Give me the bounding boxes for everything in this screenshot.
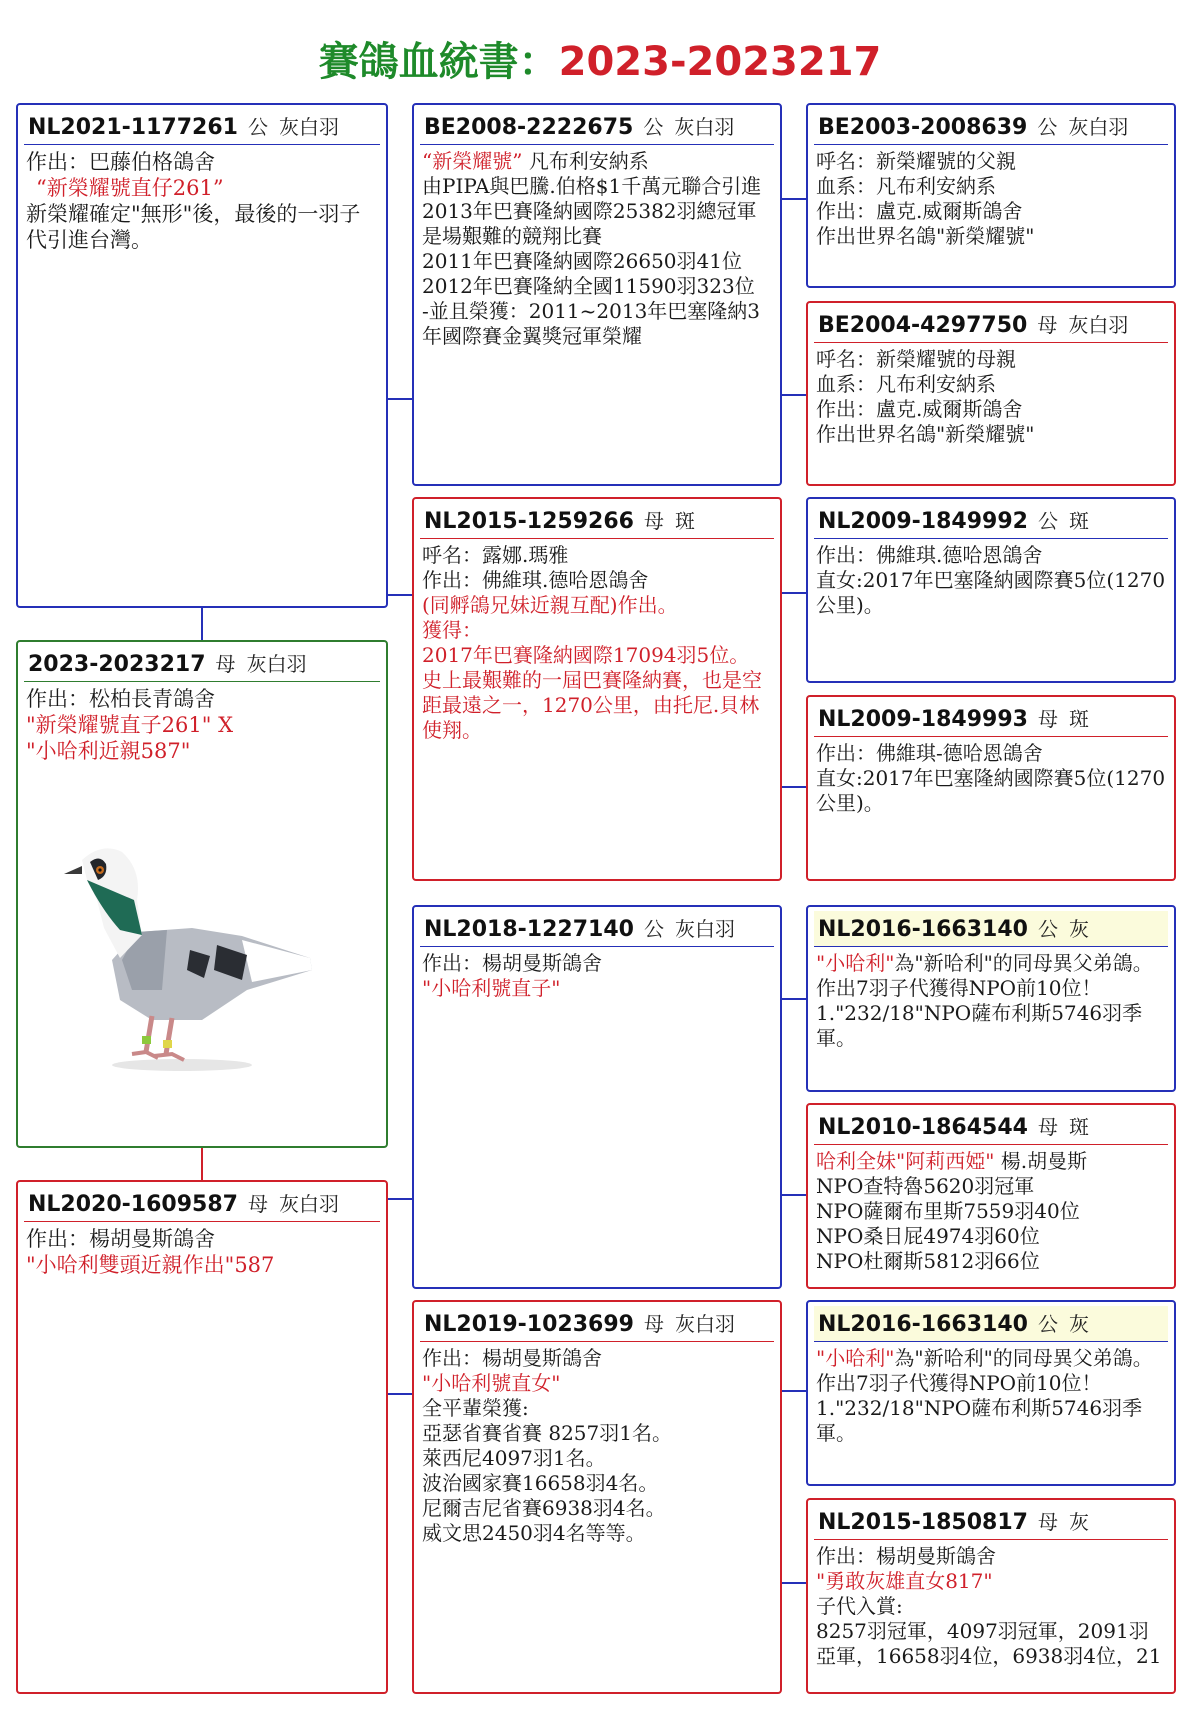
detail-line: "勇敢灰雄直女817" (816, 1569, 993, 1593)
detail-line: 作出世界名鴿"新榮耀號" (816, 224, 1035, 248)
connector (201, 1146, 203, 1180)
ddd-card (806, 1498, 1176, 1694)
feather-color: 灰白羽 (674, 115, 735, 139)
detail-line: 新榮耀確定"無形"後，最後的一羽子代引進台灣。 (26, 202, 361, 252)
ring-number: NL2016-1663140 (818, 917, 1028, 942)
sex: 公 (1037, 1312, 1058, 1336)
card-body (808, 539, 1174, 618)
detail-line: 作出：佛維琪.德哈恩鴿舍 (422, 568, 649, 592)
card-header (814, 911, 1168, 947)
detail-line: 作出：楊胡曼斯鴿舍 (422, 951, 602, 975)
detail-line: 作出：楊胡曼斯鴿舍 (422, 1346, 602, 1370)
highlight-text: "小哈利" (816, 1346, 895, 1370)
detail-line: 尼爾吉尼省賽6938羽4名。 (422, 1496, 666, 1520)
feather-color: 灰白羽 (279, 115, 340, 139)
card-header (814, 307, 1168, 343)
detail-line: 威文思2450羽4名等等。 (422, 1521, 646, 1545)
feather-color: 灰白羽 (246, 652, 307, 676)
card-body (414, 1342, 780, 1546)
card-header (814, 109, 1168, 145)
detail-line: "新榮耀號直子261" X (26, 713, 234, 737)
card-header (420, 109, 774, 145)
dam-sire-card (412, 905, 782, 1289)
sdd-card (806, 695, 1176, 881)
connector (780, 394, 806, 396)
card-header (814, 701, 1168, 737)
detail-line: 作出：盧克.威爾斯鴿舍 (816, 397, 1023, 421)
card-body (414, 947, 780, 1001)
detail-text: 凡布利安納系 (528, 149, 649, 173)
sex: 母 (215, 652, 236, 676)
detail-line: 子代入賞: (816, 1594, 903, 1618)
detail-text: 楊.胡曼斯 (1000, 1149, 1088, 1173)
detail-line: 獲得： (422, 618, 482, 642)
card-header (24, 1186, 380, 1222)
detail-line (816, 1149, 1166, 1174)
ring-number: NL2015-1850817 (818, 1510, 1028, 1535)
connector (780, 786, 806, 788)
connector (780, 198, 806, 200)
sex: 母 (1037, 1510, 1058, 1534)
detail-line: “新榮耀號直仔261” (36, 176, 224, 200)
detail-line: 作出：松柏長青鴿舍 (26, 687, 215, 711)
ring-number: NL2015-1259266 (424, 509, 634, 534)
sex: 母 (643, 1312, 664, 1336)
sex: 公 (1037, 509, 1058, 533)
card-body (18, 1222, 386, 1278)
detail-line: 2011年巴賽隆納國際26650羽41位 (422, 249, 742, 273)
pigeon-photo (42, 840, 332, 1090)
sex: 母 (1037, 707, 1058, 731)
dss-card (806, 905, 1176, 1092)
feather-color: 灰白羽 (279, 1192, 340, 1216)
detail-line: 亞瑟省賽省賽 8257羽1名。 (422, 1421, 672, 1445)
ring-number: BE2003-2008639 (818, 115, 1028, 140)
ring-number: 2023-2023217 (28, 652, 206, 677)
feather-color: 灰白羽 (1068, 115, 1129, 139)
detail-text: 為"新哈利"的同母異父弟鴿。 (894, 951, 1153, 975)
sex: 公 (247, 115, 268, 139)
feather-color: 灰 (1069, 1510, 1090, 1534)
detail-line (816, 1346, 1166, 1371)
card-body (18, 145, 386, 253)
card-header (814, 1306, 1168, 1342)
sex: 公 (1037, 917, 1058, 941)
connector (386, 1198, 412, 1200)
ring-number: NL2016-1663140 (818, 1312, 1028, 1337)
feather-color: 斑 (1069, 1115, 1090, 1139)
detail-line (422, 149, 772, 174)
detail-line: 8257羽冠軍，4097羽冠軍，2091羽亞軍，16658羽4位，6938羽4位，21 (816, 1619, 1162, 1668)
feather-color: 斑 (675, 509, 696, 533)
detail-line: NPO桑日屁4974羽60位 (816, 1224, 1040, 1248)
detail-line: 作出：佛維琪.德哈恩鴿舍 (816, 543, 1043, 567)
card-header (420, 911, 774, 947)
detail-line: 血系：凡布利安納系 (816, 174, 996, 198)
ring-number: NL2009-1849992 (818, 509, 1028, 534)
connector (780, 1390, 806, 1392)
detail-line: 血系：凡布利安納系 (816, 372, 996, 396)
card-header (814, 1504, 1168, 1540)
feather-color: 灰白羽 (675, 917, 736, 941)
dam-card (16, 1180, 388, 1694)
sire-dam-card (412, 497, 782, 881)
detail-line: -並且榮獲：2011~2013年巴塞隆納3年國際賽金翼獎冠軍榮耀 (422, 299, 761, 348)
connector (780, 592, 806, 594)
card-header (420, 503, 774, 539)
detail-line: 2013年巴賽隆納國際25382羽總冠軍是場艱難的競翔比賽 (422, 199, 757, 248)
sds-card (806, 497, 1176, 683)
sex: 公 (643, 115, 664, 139)
detail-line: NPO薩爾布里斯7559羽40位 (816, 1199, 1080, 1223)
detail-line: (同孵鴿兄妹近親互配)作出。 (422, 593, 678, 617)
detail-line: 直女:2017年巴塞隆納國際賽5位(1270公里)。 (816, 568, 1166, 617)
detail-line (816, 951, 1166, 976)
detail-line: 1."232/18"NPO薩布利斯5746羽季軍。 (816, 1001, 1143, 1050)
ring-number: NL2018-1227140 (424, 917, 634, 942)
detail-line: 波治國家賽16658羽4名。 (422, 1471, 659, 1495)
connector (386, 398, 412, 400)
ring-number: NL2010-1864544 (818, 1115, 1028, 1140)
dds-card (806, 1300, 1176, 1486)
sex: 公 (1037, 115, 1058, 139)
detail-line: NPO查特魯5620羽冠軍 (816, 1174, 1035, 1198)
detail-line: "小哈利號直女" (422, 1371, 561, 1395)
connector (780, 1582, 806, 1584)
detail-line: 作出：楊胡曼斯鴿舍 (26, 1227, 215, 1251)
card-header (24, 109, 380, 145)
card-body (808, 947, 1174, 1051)
page-title (0, 30, 1200, 87)
detail-text: 為"新哈利"的同母異父弟鴿。 (894, 1346, 1153, 1370)
detail-line: 直女:2017年巴塞隆納國際賽5位(1270公里)。 (816, 766, 1166, 815)
sss-card (806, 103, 1176, 288)
connector (780, 1194, 806, 1196)
detail-line: 史上最艱難的一屆巴賽隆納賽，也是空距最遠之一，1270公里，由托尼.貝林使翔。 (422, 668, 762, 742)
detail-line: 作出：盧克.威爾斯鴿舍 (816, 199, 1023, 223)
sex: 公 (643, 917, 664, 941)
ring-number: BE2004-4297750 (818, 313, 1028, 338)
detail-line: 作出：佛維琪-德哈恩鴿舍 (816, 741, 1043, 765)
detail-line: 呼名：露娜.瑪雅 (422, 543, 569, 567)
dam-dam-card (412, 1300, 782, 1694)
detail-line: NPO杜爾斯5812羽66位 (816, 1249, 1040, 1273)
ring-number: BE2008-2222675 (424, 115, 634, 140)
highlight-text: 哈利全妹"阿莉西婭" (816, 1149, 1001, 1173)
detail-line: "小哈利號直子" (422, 976, 561, 1000)
feather-color: 灰 (1069, 1312, 1090, 1336)
card-body (808, 737, 1174, 816)
card-body (808, 145, 1174, 249)
card-body (414, 539, 780, 743)
detail-line: 全平輩榮獲: (422, 1396, 529, 1420)
detail-line: 由PIPA與巴騰.伯格$1千萬元聯合引進 (422, 174, 762, 198)
dsd-card (806, 1103, 1176, 1289)
highlight-text: "小哈利" (816, 951, 895, 975)
card-body (18, 682, 386, 764)
detail-line: 萊西尼4097羽1名。 (422, 1446, 606, 1470)
card-body (808, 343, 1174, 447)
card-header (24, 646, 380, 682)
card-header (814, 1109, 1168, 1145)
detail-line: 2017年巴賽隆納國際17094羽5位。 (422, 643, 750, 667)
detail-line: 作出：楊胡曼斯鴿舍 (816, 1544, 996, 1568)
feather-color: 斑 (1069, 707, 1090, 731)
detail-line: 呼名：新榮耀號的母親 (816, 347, 1016, 371)
feather-color: 灰白羽 (1068, 313, 1129, 337)
connector (201, 606, 203, 640)
title-prefix: 賽鴿血統書： (318, 39, 559, 85)
card-body (808, 1342, 1174, 1446)
ring-number: NL2020-1609587 (28, 1192, 238, 1217)
connector (386, 594, 412, 596)
card-header (420, 1306, 774, 1342)
feather-color: 斑 (1069, 509, 1090, 533)
sex: 母 (1037, 313, 1058, 337)
detail-line: 作出7羽子代獲得NPO前10位！ (816, 1371, 1102, 1395)
connector (780, 998, 806, 1000)
ssd-card (806, 301, 1176, 486)
card-body (808, 1540, 1174, 1669)
detail-line: 作出：巴藤伯格鴿舍 (26, 150, 215, 174)
feather-color: 灰 (1069, 917, 1090, 941)
ring-number: NL2021-1177261 (28, 115, 238, 140)
sex: 母 (643, 509, 664, 533)
connector (386, 1393, 412, 1395)
detail-line: 作出世界名鴿"新榮耀號" (816, 422, 1035, 446)
highlight-text: “新榮耀號” (422, 149, 529, 173)
detail-line: "小哈利近親587" (26, 739, 191, 763)
sex: 母 (1037, 1115, 1058, 1139)
sire-card (16, 103, 388, 608)
ring-number: NL2009-1849993 (818, 707, 1028, 732)
sire-sire-card (412, 103, 782, 486)
card-header (814, 503, 1168, 539)
sex: 母 (247, 1192, 268, 1216)
detail-line: 1."232/18"NPO薩布利斯5746羽季軍。 (816, 1396, 1143, 1445)
card-body (414, 145, 780, 349)
detail-line: 2012年巴賽隆納全國11590羽323位 (422, 274, 755, 298)
title-ring: 2023-2023217 (558, 39, 882, 85)
feather-color: 灰白羽 (675, 1312, 736, 1336)
detail-line: 呼名：新榮耀號的父親 (816, 149, 1016, 173)
card-body (808, 1145, 1174, 1274)
detail-line: "小哈利雙頭近親作出"587 (26, 1253, 275, 1277)
detail-line: 作出7羽子代獲得NPO前10位！ (816, 976, 1102, 1000)
ring-number: NL2019-1023699 (424, 1312, 634, 1337)
